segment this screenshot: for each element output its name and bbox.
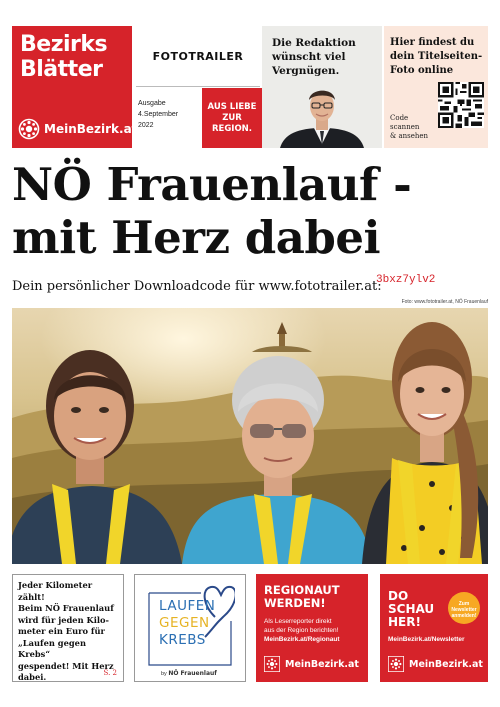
regionaut-ad[interactable]: [256, 574, 368, 682]
download-code-text: Dein persönlicher Downloadcode für www.fototrailer.at:: [12, 279, 382, 294]
photo-credit: Foto: www.fototrailer.at, NÖ Frauenlauf: [401, 299, 488, 305]
regionaut-subtitle: Als Leserreporter direkt aus der Region berichten!: [264, 618, 339, 634]
editor-portrait: [276, 84, 368, 148]
laufen-gegen-krebs-logo: [134, 574, 246, 682]
story-teaser[interactable]: [12, 574, 124, 682]
region-slogan: AUS LIEBE ZUR REGION.: [202, 88, 262, 148]
headline: NÖ Frauenlauf - mit Herz dabei: [12, 158, 412, 264]
brand-name: MeinBezirk.at: [44, 122, 138, 136]
lgk-frame: [145, 581, 235, 669]
lgk-word-gegen: GEGEN: [159, 615, 210, 631]
download-code[interactable]: 3bxz7ylv2: [376, 274, 436, 286]
lgk-byline: by NÖ Frauenlauf: [161, 670, 217, 677]
cover-photo: [12, 308, 488, 564]
qr-code-icon[interactable]: [438, 82, 484, 128]
masthead: [12, 26, 488, 148]
regionaut-link[interactable]: MeinBezirk.at/Regionaut: [264, 636, 340, 643]
organizer-name: NÖ Frauenlauf: [168, 670, 217, 677]
regionaut-title: REGIONAUT WERDEN!: [264, 583, 340, 610]
bezirksblaetter-logo[interactable]: [12, 26, 138, 148]
fototrailer-column: [134, 26, 262, 148]
meinbezirk-brand: [18, 118, 137, 140]
newsletter-ad[interactable]: [380, 574, 488, 682]
lgk-word-laufen: LAUFEN: [159, 598, 216, 614]
newsletter-title: DO SCHAU HER!: [388, 589, 435, 629]
redaktion-box: [262, 26, 382, 148]
meinbezirk-icon: [388, 656, 404, 672]
meinbezirk-brand: [264, 656, 359, 672]
issue-info: Ausgabe 4.September 2022: [138, 100, 179, 129]
fototrailer-label: FOTOTRAILER: [152, 50, 244, 63]
divider: [136, 86, 260, 87]
lgk-word-krebs: KREBS: [159, 632, 206, 648]
page-reference: S. 2: [103, 669, 117, 677]
story-teaser-text: Jeder Kilometer zählt! Beim NÖ Frauenlauf wird für jeden Kilo- meter ein Euro für „Laufen gegen Krebs“ gespendet! Mit Herz dabei.: [18, 580, 114, 682]
scan-instruction: Code scannen & ansehen: [390, 114, 429, 140]
cover-photo-online-box: [384, 26, 488, 148]
logo-wordmark: Bezirks Blätter: [20, 32, 108, 82]
brand-name: MeinBezirk.at: [285, 658, 359, 670]
redaktion-message: Die Redaktion wünscht viel Vergnügen.: [272, 37, 356, 77]
meinbezirk-brand: [388, 656, 483, 672]
meinbezirk-icon: [18, 118, 40, 140]
cover-photo-message: Hier findest du dein Titelseiten- Foto online: [390, 37, 483, 76]
newsletter-link[interactable]: MeinBezirk.at/Newsletter: [388, 636, 465, 643]
meinbezirk-icon: [264, 656, 280, 672]
newsletter-badge: Zum Newsletter anmelden!: [448, 592, 480, 624]
brand-name: MeinBezirk.at: [409, 658, 483, 670]
